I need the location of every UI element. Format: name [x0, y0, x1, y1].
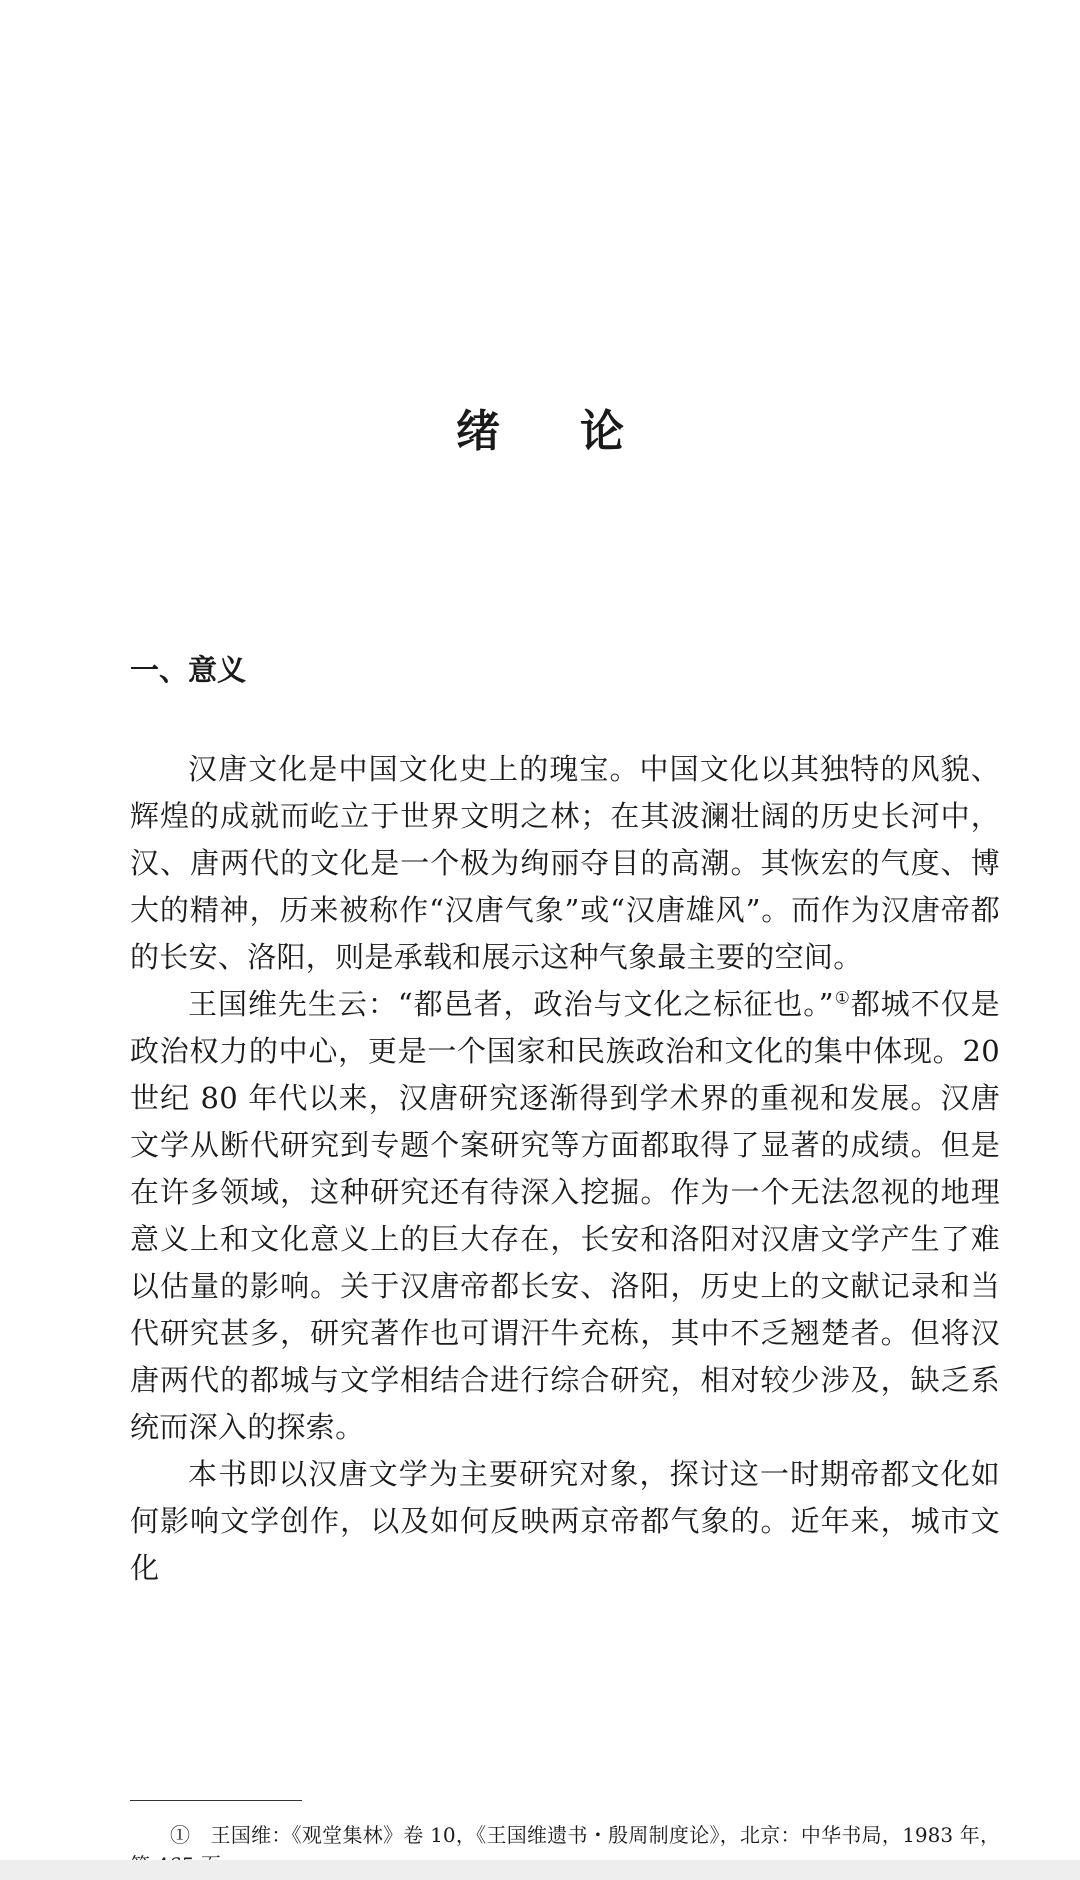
- paragraph-1-text: 汉唐文化是中国文化史上的瑰宝。中国文化以其独特的风貌、辉煌的成就而屹立于世界文明之林；在其波澜壮阔的历史长河中，汉、唐两代的文化是一个极为绚丽夺目的高潮。其恢宏的气度、博大的精神，历来被称作“汉唐气象”或“汉唐雄风”。而作为汉唐帝都的长安、洛阳，则是承载和展示这种气象最主要的空间。: [130, 752, 1000, 974]
- paragraph-3: [130, 1451, 1000, 1592]
- paragraph-2-text-before: 王国维先生云：“都邑者，政治与文化之标征也。”: [188, 987, 834, 1021]
- paragraph-2-text-after: 都城不仅是政治权力的中心，更是一个国家和民族政治和文化的集中体现。20 世纪 80 年代以来，汉唐研究逐渐得到学术界的重视和发展。汉唐文学从断代研究到专题个案研究等方面都取得了显著的成绩。但是在许多领域，这种研究还有待深入挖掘。作为一个无法忽视的地理意义上和文化意义上的巨大存在，长安和洛阳对汉唐文学产生了难以估量的影响。关于汉唐帝都长安、洛阳，历史上的文献记录和当代研究甚多，研究著作也可谓汗牛充栋，其中不乏翘楚者。但将汉唐两代的都城与文学相结合进行综合研究，相对较少涉及，缺乏系统而深入的探索。: [130, 987, 1000, 1444]
- section-heading: 一、意义: [130, 653, 247, 687]
- footnote: ① 王国维：《观堂集林》卷 10，《王国维遗书・殷周制度论》，北京：中华书局，1983 年，: [170, 1823, 1000, 1847]
- footnote-divider: [130, 1800, 302, 1801]
- footnote-marker[interactable]: ①: [833, 988, 851, 1009]
- paragraph-1: [130, 746, 1000, 981]
- paragraph-3-text: 本书即以汉唐文学为主要研究对象，探讨这一时期帝都文化如何影响文学创作，以及如何反映两京帝都气象的。近年来，城市文化: [130, 1457, 1000, 1585]
- body-text: [130, 746, 1000, 1592]
- chapter-title: 绪论: [456, 406, 704, 457]
- page-bottom-margin: [0, 1860, 1080, 1880]
- paragraph-2: [130, 981, 1000, 1451]
